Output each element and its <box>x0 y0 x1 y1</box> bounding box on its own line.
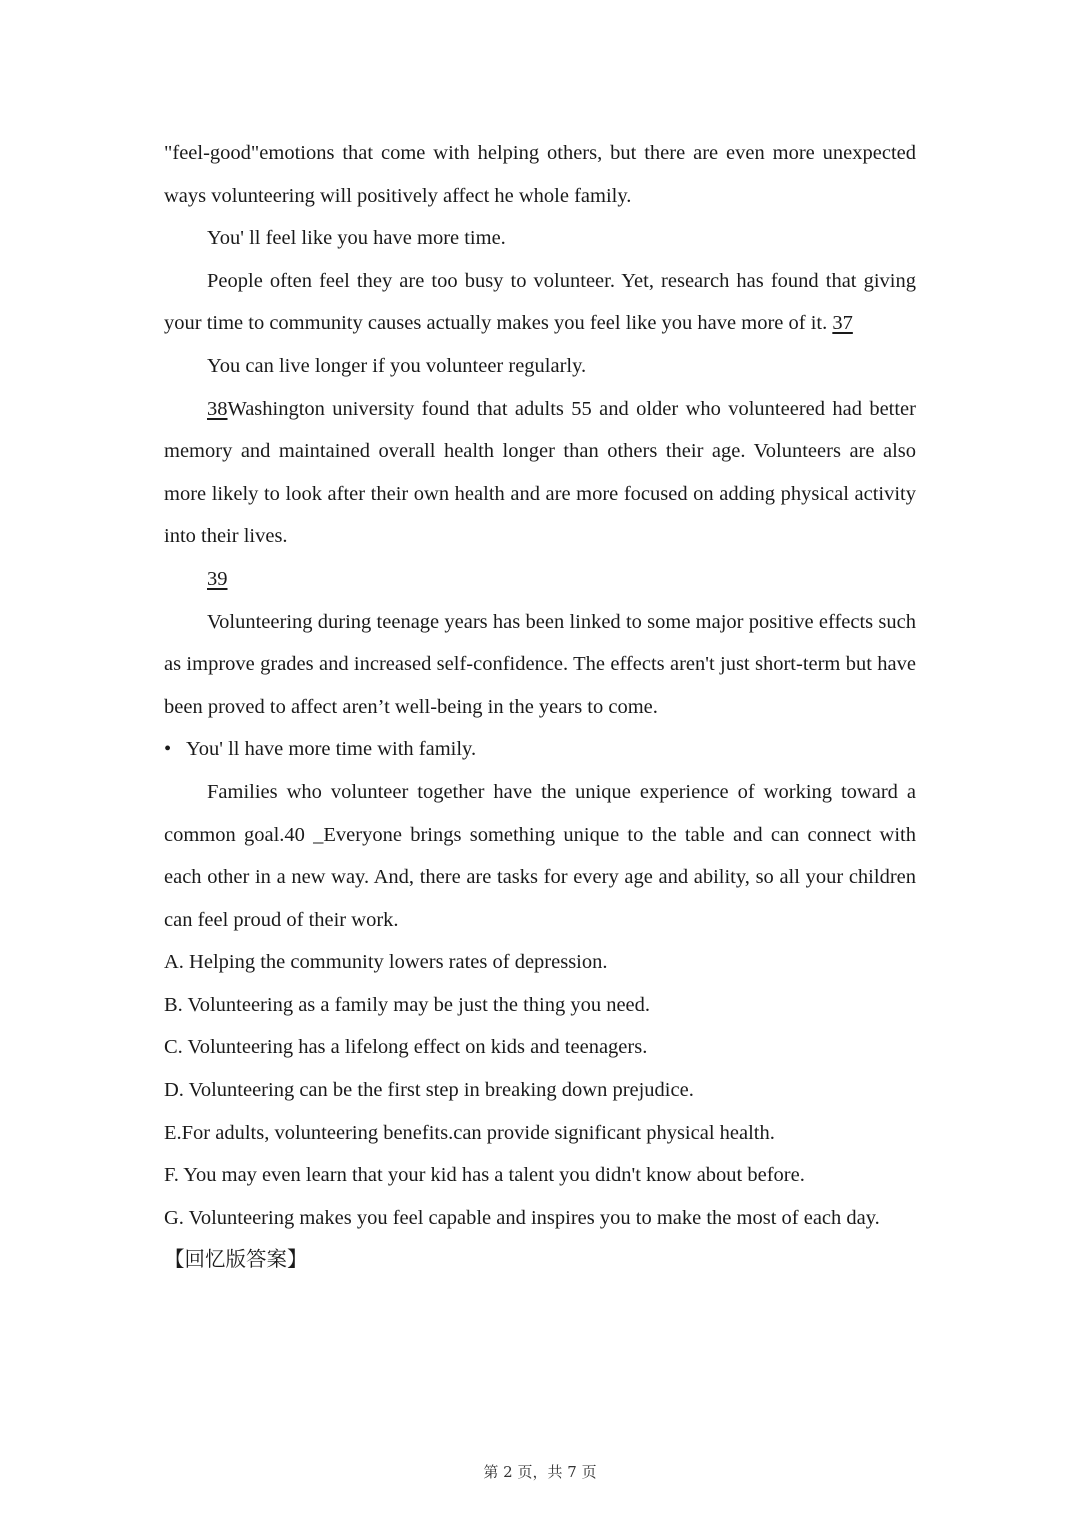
option-f: F. You may even learn that your kid has a talent you didn't know about before. <box>164 1164 805 1187</box>
blank-39-line <box>164 558 916 601</box>
answer-heading: 【回忆版答案】 <box>164 1249 308 1272</box>
option-e: E.For adults, volunteering benefits.can provide significant physical health. <box>164 1121 775 1144</box>
page-number-footer: 第 2 页，共 7 页 <box>483 1463 597 1481</box>
subheading-family-text: You' ll have more time with family. <box>186 738 477 761</box>
bullet-icon: • <box>164 738 172 761</box>
subheading-live-longer: You can live longer if you volunteer regularly. <box>207 354 587 377</box>
document-body <box>164 132 916 1282</box>
blank-37: 37 <box>832 312 853 335</box>
option-d: D. Volunteering can be the first step in breaking down prejudice. <box>164 1079 694 1102</box>
paragraph-live-longer <box>164 388 916 558</box>
paragraph-family: Families who volunteer together have the unique experience of working toward a common goal.40 _Everyone brings something unique to the table and can connect with each other in a new way. And, there are tasks for every age and ability, so all your children can feel proud of their work. <box>164 780 916 931</box>
paragraph-more-time <box>164 260 916 345</box>
paragraph-more-time-text: People often feel they are too busy to volunteer. Yet, research has found that giving your time to community causes actually makes you feel like you have more of it. <box>164 269 916 335</box>
subheading-more-time: You' ll feel like you have more time. <box>207 227 506 250</box>
subheading-family <box>164 728 916 771</box>
paragraph-teenage: Volunteering during teenage years has been linked to some major positive effects such as improve grades and increased self-confidence. The effects aren't just short-term but have been proved to affect aren’t well-being in the years to come. <box>164 610 916 718</box>
blank-39: 39 <box>207 567 228 590</box>
option-g: G. Volunteering makes you feel capable and inspires you to make the most of each day. <box>164 1206 880 1229</box>
blank-38: 38 <box>207 397 228 420</box>
option-c: C. Volunteering has a lifelong effect on kids and teenagers. <box>164 1036 648 1059</box>
option-a: A. Helping the community lowers rates of depression. <box>164 951 608 974</box>
option-b: B. Volunteering as a family may be just the thing you need. <box>164 993 651 1016</box>
paragraph-intro-continued: "feel-good"emotions that come with helping others, but there are even more unexpected ways volunteering will positively affect he whole family. <box>164 142 916 207</box>
paragraph-live-longer-text: Washington university found that adults 55 and older who volunteered had better memory and maintained overall health longer than others their age. Volunteers are also more likely to look after their own health and are more focused on adding physical activity into their lives. <box>164 397 916 548</box>
